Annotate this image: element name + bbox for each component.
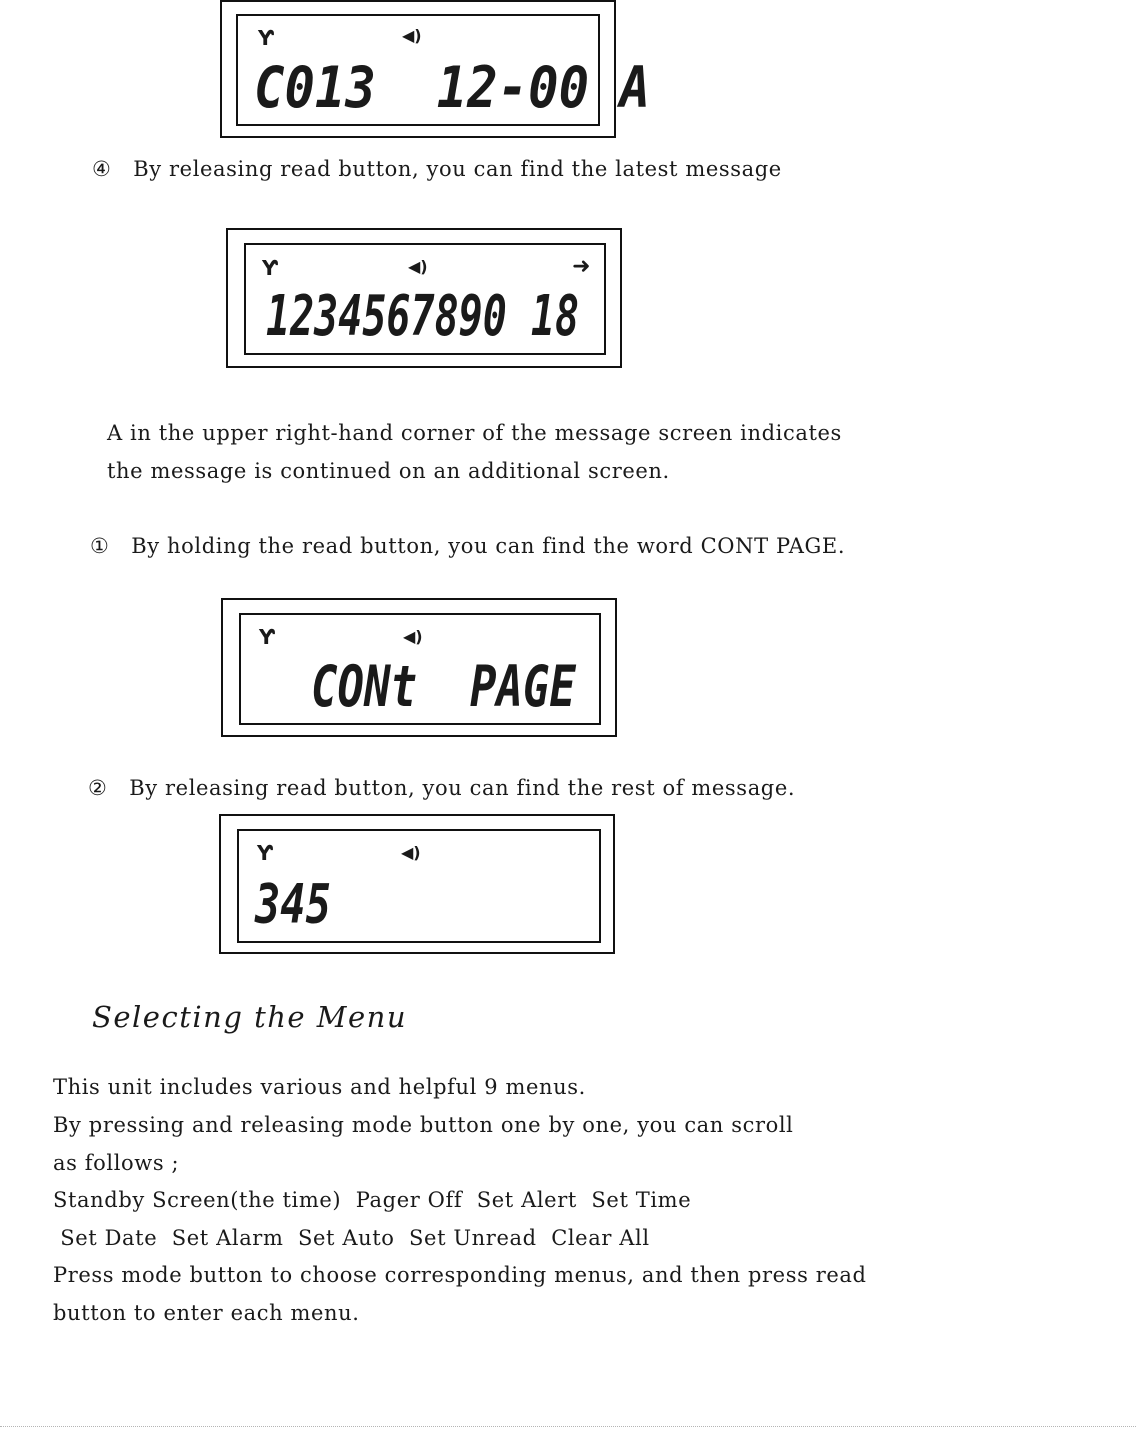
page-bottom-divider xyxy=(0,1426,1136,1427)
lcd-screen-3 xyxy=(221,598,617,737)
signal-icon: Ƴ xyxy=(257,841,273,865)
lcd-display-2 xyxy=(244,243,606,355)
step-2-text: ② By releasing read button, you can find the rest of message. xyxy=(88,776,796,800)
speaker-icon: ◀) xyxy=(403,627,423,646)
lcd-display-4 xyxy=(237,829,601,943)
menu-sequence-line-2: Set Date Set Alarm Set Auto Set Unread Clear All xyxy=(53,1226,650,1250)
signal-icon: Ƴ xyxy=(258,26,274,50)
lcd-screen-2 xyxy=(226,228,622,368)
lcd-digits: CONt PAGE xyxy=(311,653,576,721)
speaker-icon: ◀) xyxy=(401,843,421,862)
lcd-screen-4 xyxy=(219,814,615,954)
speaker-icon: ◀) xyxy=(408,257,428,276)
lcd-digits: C013 12-00 A xyxy=(254,54,651,122)
lcd-screen-1 xyxy=(220,0,651,138)
menu-sequence-line-1: Standby Screen(the time) Pager Off Set Alert Set Time xyxy=(53,1188,692,1212)
speaker-icon: ◀) xyxy=(402,26,422,45)
lcd-display-3 xyxy=(239,613,601,725)
signal-icon: Ƴ xyxy=(262,256,278,280)
lcd-display-1 xyxy=(236,14,651,126)
step-4-text: ④ By releasing read button, you can find the latest message xyxy=(92,157,782,181)
arrow-right-icon: ➜ xyxy=(572,254,591,279)
continuation-note-line-1: A in the upper right-hand corner of the message screen indicates xyxy=(107,421,842,445)
continuation-note-line-2: the message is continued on an additional screen. xyxy=(107,459,670,483)
lcd-digits: 345 xyxy=(255,871,331,936)
section-title: Selecting the Menu xyxy=(92,1000,408,1034)
lcd-digits: 1234567890 18 xyxy=(266,284,580,350)
menu-instruction-line-1: Press mode button to choose corresponding menus, and then press read xyxy=(53,1263,867,1287)
menu-intro-line-1: This unit includes various and helpful 9 menus. xyxy=(53,1075,586,1099)
step-1-text: ① By holding the read button, you can find the word CONT PAGE. xyxy=(90,534,846,558)
signal-icon: Ƴ xyxy=(259,625,275,649)
menu-instruction-line-2: button to enter each menu. xyxy=(53,1301,360,1325)
menu-intro-line-2: By pressing and releasing mode button one by one, you can scroll xyxy=(53,1113,794,1137)
menu-intro-line-3: as follows ; xyxy=(53,1151,180,1175)
